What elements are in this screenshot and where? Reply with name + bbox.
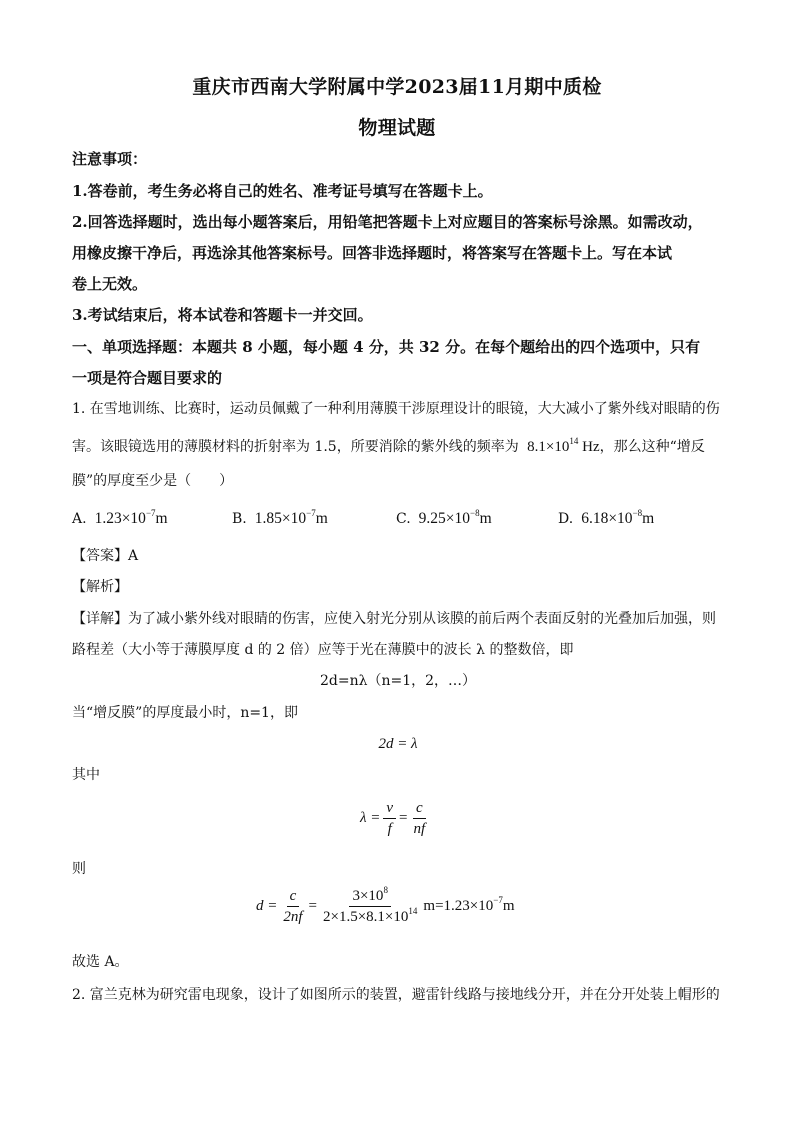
- section-heading-cont: 一项是符合题目要求的: [72, 369, 223, 387]
- notice-item-2-cont2: 卷上无效。: [72, 275, 148, 293]
- where-label: 其中: [72, 767, 100, 783]
- notice-item-2-cont: 用橡皮擦干净后，再选涂其他答案标号。回答非选择题时，将答案写在答题卡上。写在本试: [72, 244, 673, 262]
- detail-text: 【详解】为了减小紫外线对眼睛的伤害，应使入射光分别从该膜的前后两个表面反射的光叠加后加强，则: [72, 611, 716, 627]
- equation-2: 2d = λ: [378, 736, 418, 752]
- option-c: C. $9.25\times 10^{-8}m$: [396, 508, 492, 527]
- page-title: 重庆市西南大学附属中学2023届11月期中质检: [192, 76, 602, 98]
- section-heading: 一、单项选择题：本题共 8 小题，每小题 4 分，共 32 分。在每个题给出的四个选项中，只有: [72, 338, 701, 356]
- analysis-label: 【解析】: [72, 579, 128, 595]
- question-1-text-cont: [72, 438, 724, 456]
- question-1-stem: 害。该眼镜选用的薄膜材料的折射率为 1.5，所要消除的紫外线的频率为: [72, 439, 519, 455]
- equation-4: d = $\frac{c}{2nf}$ = $\frac{3\times 10^8}{2\times 1.5\times 8.1\times 10^{14}}$ $m=1.23\times 10^{-7}m$: [256, 885, 515, 925]
- option-d: D. $6.18\times 10^{-8}m$: [558, 508, 655, 527]
- question-1-text: 1. 在雪地训练、比赛时，运动员佩戴了一种利用薄膜干涉原理设计的眼镜，大大减小了紫外线对眼睛的伤: [72, 401, 720, 417]
- notice-item-1: 1.答卷前，考生务必将自己的姓名、准考证号填写在答题卡上。: [72, 182, 493, 200]
- min-thickness-text: 当“增反膜”的厚度最小时，n=1，即: [72, 705, 298, 721]
- notice-item-2: 2.回答选择题时，选出每小题答案后，用铅笔把答题卡上对应题目的答案标号涂黑。如需改动，: [72, 213, 703, 231]
- conclusion-text: 故选 A。: [72, 954, 129, 970]
- option-a: A. $1.23\times 10^{-7}m$: [72, 508, 168, 527]
- question-1-stem-end: ，那么这种“增反: [599, 439, 705, 455]
- then-label: 则: [72, 861, 86, 877]
- question-1-text-end: 膜”的厚度至少是（ ）: [72, 473, 234, 489]
- detail-text-cont: 路程差（大小等于薄膜厚度 d 的 2 倍）应等于光在薄膜中的波长 λ 的整数倍，即: [72, 642, 574, 658]
- equation-1: 2d=nλ（n=1，2，…）: [319, 673, 477, 689]
- option-b: B. $1.85\times 10^{-7}m$: [232, 508, 328, 527]
- answer-label: 【答案】A: [72, 548, 139, 564]
- frequency-value: $8.1\times 10^{14}$ Hz: [527, 436, 600, 455]
- notice-heading: 注意事项：: [72, 150, 148, 168]
- question-2-text: 2. 富兰克林为研究雷电现象，设计了如图所示的装置，避雷针线路与接地线分开，并在分开处装上帽形的: [72, 987, 720, 1003]
- notice-item-3: 3.考试结束后，将本试卷和答题卡一并交回。: [72, 306, 373, 324]
- equation-3: λ = $\frac{v}{f}$ = $\frac{c}{nf}$: [360, 800, 426, 837]
- page-subtitle: 物理试题: [358, 117, 436, 139]
